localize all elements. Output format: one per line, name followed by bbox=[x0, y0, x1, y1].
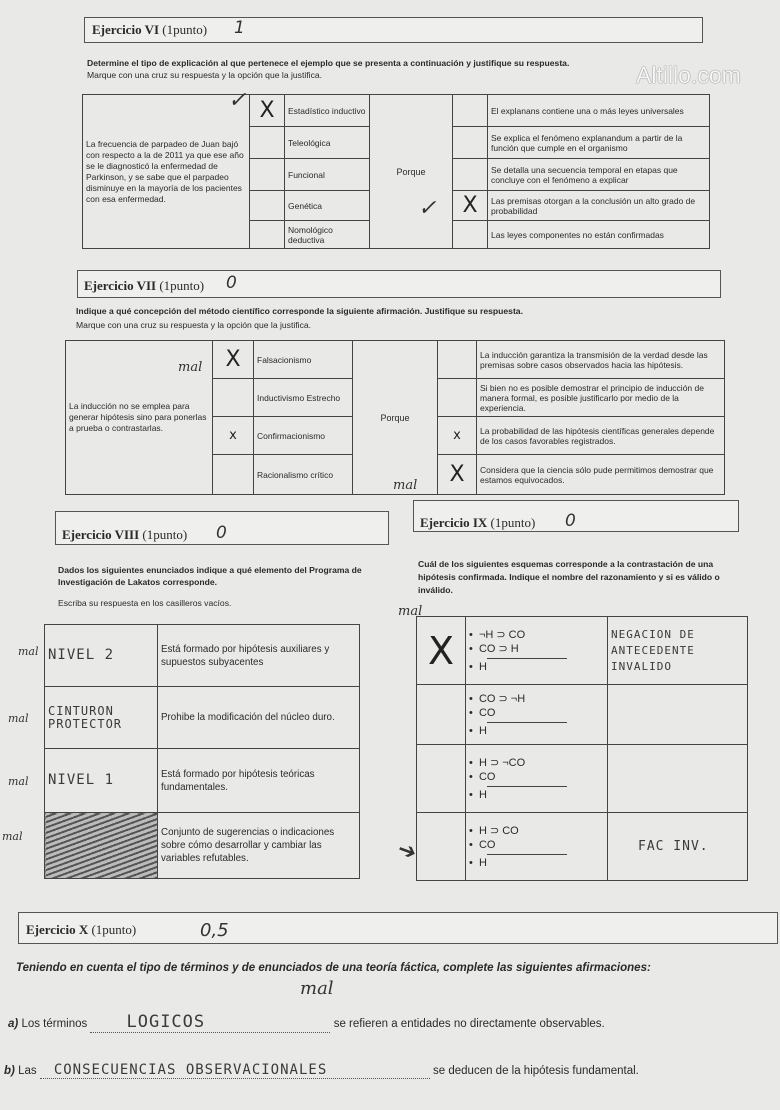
ex9-answer-3[interactable] bbox=[608, 745, 748, 813]
ex8-scrawl-3: mal bbox=[8, 775, 29, 788]
ex10-item-a: a) Los términos LOGICOS se refieren a entidades no directamente observables. bbox=[8, 1012, 605, 1032]
ex9-title: Ejercicio IX (1punto) bbox=[420, 515, 536, 530]
ex6-option-2: Teleológica bbox=[285, 127, 370, 159]
ex8-scrawl-1: mal bbox=[18, 645, 39, 658]
ex7-reason-2: Si bien no es posible demostrar el principio de inducción de manera formal, es posible justificarlo por medio de la experiencia. bbox=[477, 379, 725, 417]
ex9-table bbox=[416, 616, 748, 881]
ex9-answer-1[interactable]: NEGACION DE ANTECEDENTE INVALIDO bbox=[608, 617, 748, 685]
ex7-scrawl-2: mal bbox=[393, 478, 418, 493]
ex6-mark-1[interactable]: X bbox=[250, 95, 285, 127]
ex7-reason-mark-3[interactable]: x bbox=[438, 417, 477, 455]
ex7-reason-mark-2[interactable] bbox=[438, 379, 477, 417]
ex6-mark-2[interactable] bbox=[250, 127, 285, 159]
ex6-title: Ejercicio VI (1punto) bbox=[92, 22, 208, 37]
ex7-mark-1[interactable]: X bbox=[213, 341, 254, 379]
ex9-mark-1[interactable]: X bbox=[417, 617, 466, 685]
ex9-mark-2[interactable] bbox=[417, 685, 466, 745]
arrow-icon: ➔ bbox=[394, 835, 421, 866]
ex7-option-1: Falsacionismo bbox=[254, 341, 353, 379]
ex8-title: Ejercicio VIII (1punto) bbox=[62, 527, 188, 542]
ex9-answer-4[interactable]: FAC INV. bbox=[608, 813, 748, 881]
ex6-option-4: Genética bbox=[285, 191, 370, 221]
ex7-instruction: Indique a qué concepción del método científico corresponde la siguiente afirmación. Justifique su respuesta. bbox=[76, 306, 523, 316]
ex9-answer-2[interactable] bbox=[608, 685, 748, 745]
ex7-reason-mark-4[interactable]: X bbox=[438, 455, 477, 495]
ex7-option-4: Racionalismo crítico bbox=[254, 455, 353, 495]
ex6-grade: 1 bbox=[234, 18, 245, 38]
ex6-reason-mark-1[interactable] bbox=[453, 95, 488, 127]
ex9-scheme-1: • ¬H ⊃ CO • CO ⊃ H • H bbox=[466, 617, 608, 685]
ex8-scrawl-2: mal bbox=[8, 712, 29, 725]
ex7-title: Ejercicio VII (1punto) bbox=[84, 278, 205, 293]
ex6-reason-mark-5[interactable] bbox=[453, 221, 488, 249]
ex6-instruction: Determine el tipo de explicación al que pertenece el ejemplo que se presenta a continuación y justifique su respuesta. bbox=[87, 58, 570, 68]
ex9-instruction: Cuál de los siguientes esquemas corresponde a la contrastación de una hipótesis confirmada. Indique el nombre del razonamiento y si es válido o inválido. bbox=[418, 559, 720, 595]
ex9-mark-3[interactable] bbox=[417, 745, 466, 813]
ex6-porque: Porque bbox=[370, 95, 453, 249]
ex8-answer-4-scribbled[interactable] bbox=[45, 813, 158, 879]
ex8-answer-3[interactable]: NIVEL 1 bbox=[45, 749, 158, 813]
ex8-statement-2: Prohibe la modificación del núcleo duro. bbox=[158, 687, 360, 749]
ex6-reason-5: Las leyes componentes no están confirmadas bbox=[488, 221, 710, 249]
ex6-reason-mark-2[interactable] bbox=[453, 127, 488, 159]
ex10-scrawl: mal bbox=[300, 978, 334, 999]
ex7-option-3: Confirmacionismo bbox=[254, 417, 353, 455]
ex7-scrawl-1: mal bbox=[178, 360, 203, 375]
ex7-grade: 0 bbox=[226, 273, 237, 293]
ex7-reason-mark-1[interactable] bbox=[438, 341, 477, 379]
ex8-statement-1: Está formado por hipótesis auxiliares y supuestos subyacentes bbox=[158, 625, 360, 687]
ex10-a-answer[interactable]: LOGICOS bbox=[90, 1012, 330, 1033]
ex7-porque: Porque bbox=[353, 341, 438, 495]
ex7-reason-1: La inducción garantiza la transmisión de la verdad desde las premisas sobre casos observados hacia las hipótesis. bbox=[477, 341, 725, 379]
ex8-statement-4: Conjunto de sugerencias o indicaciones sobre cómo desarrollar y cambiar las variables refutables. bbox=[158, 813, 360, 879]
ex10-item-b: b) Las CONSECUENCIAS OBSERVACIONALES se deducen de la hipótesis fundamental. bbox=[4, 1062, 639, 1078]
ex6-check-2: ✓ bbox=[418, 196, 437, 221]
watermark: Altillo.com bbox=[636, 62, 741, 88]
ex9-scheme-3: • H ⊃ ¬CO • CO • H bbox=[466, 745, 608, 813]
ex6-instruction2: Marque con una cruz su respuesta y la opción que la justifica. bbox=[87, 70, 323, 80]
ex7-option-2: Inductivismo Estrecho bbox=[254, 379, 353, 417]
ex8-grade: 0 bbox=[216, 523, 227, 543]
ex7-mark-4[interactable] bbox=[213, 455, 254, 495]
ex7-instruction2: Marque con una cruz su respuesta y la opción que la justifica. bbox=[76, 320, 312, 330]
ex6-example: La frecuencia de parpadeo de Juan bajó con respecto a la de 2011 ya que ese año se le diagnosticó la enfermedad de Parkinson, y se sabe que el parpadeo disminuye en la mayoría de los pacientes con esa enfermedad. bbox=[83, 95, 250, 249]
ex10-grade: 0,5 bbox=[200, 920, 229, 941]
ex6-reason-4: Las premisas otorgan a la conclusión un alto grado de probabilidad bbox=[488, 191, 710, 221]
ex6-option-5: Nomológico deductiva bbox=[285, 221, 370, 249]
ex8-scrawl-4: mal bbox=[2, 830, 23, 843]
ex6-reason-mark-4[interactable]: X bbox=[453, 191, 488, 221]
ex7-reason-3: La probabilidad de las hipótesis científicas generales depende de los casos favorables registrados. bbox=[477, 417, 725, 455]
ex8-table bbox=[44, 624, 360, 879]
ex6-option-1: Estadístico inductivo bbox=[285, 95, 370, 127]
ex9-grade: 0 bbox=[565, 511, 576, 531]
ex9-scheme-4: • H ⊃ CO • CO • H bbox=[466, 813, 608, 881]
ex8-statement-3: Está formado por hipótesis teóricas fundamentales. bbox=[158, 749, 360, 813]
ex7-example: La inducción no se emplea para generar hipótesis sino para ponerlas a prueba o contrastarlas. bbox=[66, 341, 213, 495]
ex9-scheme-2: • CO ⊃ ¬H • CO • H bbox=[466, 685, 608, 745]
ex10-b-answer[interactable]: CONSECUENCIAS OBSERVACIONALES bbox=[40, 1062, 430, 1079]
ex9-scrawl: mal bbox=[398, 604, 423, 619]
ex8-instruction: Dados los siguientes enunciados indique a qué elemento del Programa de Investigación de Lakatos corresponde. bbox=[58, 565, 362, 587]
ex7-mark-2[interactable] bbox=[213, 379, 254, 417]
ex6-check-1: ✓ bbox=[228, 88, 247, 113]
ex8-answer-2[interactable]: CINTURON PROTECTOR bbox=[45, 687, 158, 749]
ex6-reason-mark-3[interactable] bbox=[453, 159, 488, 191]
ex6-option-3: Funcional bbox=[285, 159, 370, 191]
ex7-table bbox=[65, 340, 725, 495]
ex6-mark-5[interactable] bbox=[250, 221, 285, 249]
ex7-mark-3[interactable]: x bbox=[213, 417, 254, 455]
ex6-reason-1: El explanans contiene una o más leyes universales bbox=[488, 95, 710, 127]
ex6-reason-2: Se explica el fenómeno explanandum a partir de la función que cumple en el organismo bbox=[488, 127, 710, 159]
ex6-reason-3: Se detalla una secuencia temporal en etapas que concluye con el fenómeno a explicar bbox=[488, 159, 710, 191]
ex10-instruction: Teniendo en cuenta el tipo de términos y de enunciados de una teoría fáctica, complete las siguientes afirmaciones: bbox=[16, 962, 651, 974]
ex6-table bbox=[82, 94, 710, 249]
ex9-mark-4[interactable] bbox=[417, 813, 466, 881]
ex6-mark-3[interactable] bbox=[250, 159, 285, 191]
ex8-answer-1[interactable]: NIVEL 2 bbox=[45, 625, 158, 687]
ex10-title: Ejercicio X (1punto) bbox=[26, 922, 137, 937]
ex7-reason-4: Considera que la ciencia sólo pude permitimos demostrar que estamos equivocados. bbox=[477, 455, 725, 495]
ex6-mark-4[interactable] bbox=[250, 191, 285, 221]
ex8-instruction2: Escriba su respuesta en los casilleros vacíos. bbox=[58, 598, 232, 608]
